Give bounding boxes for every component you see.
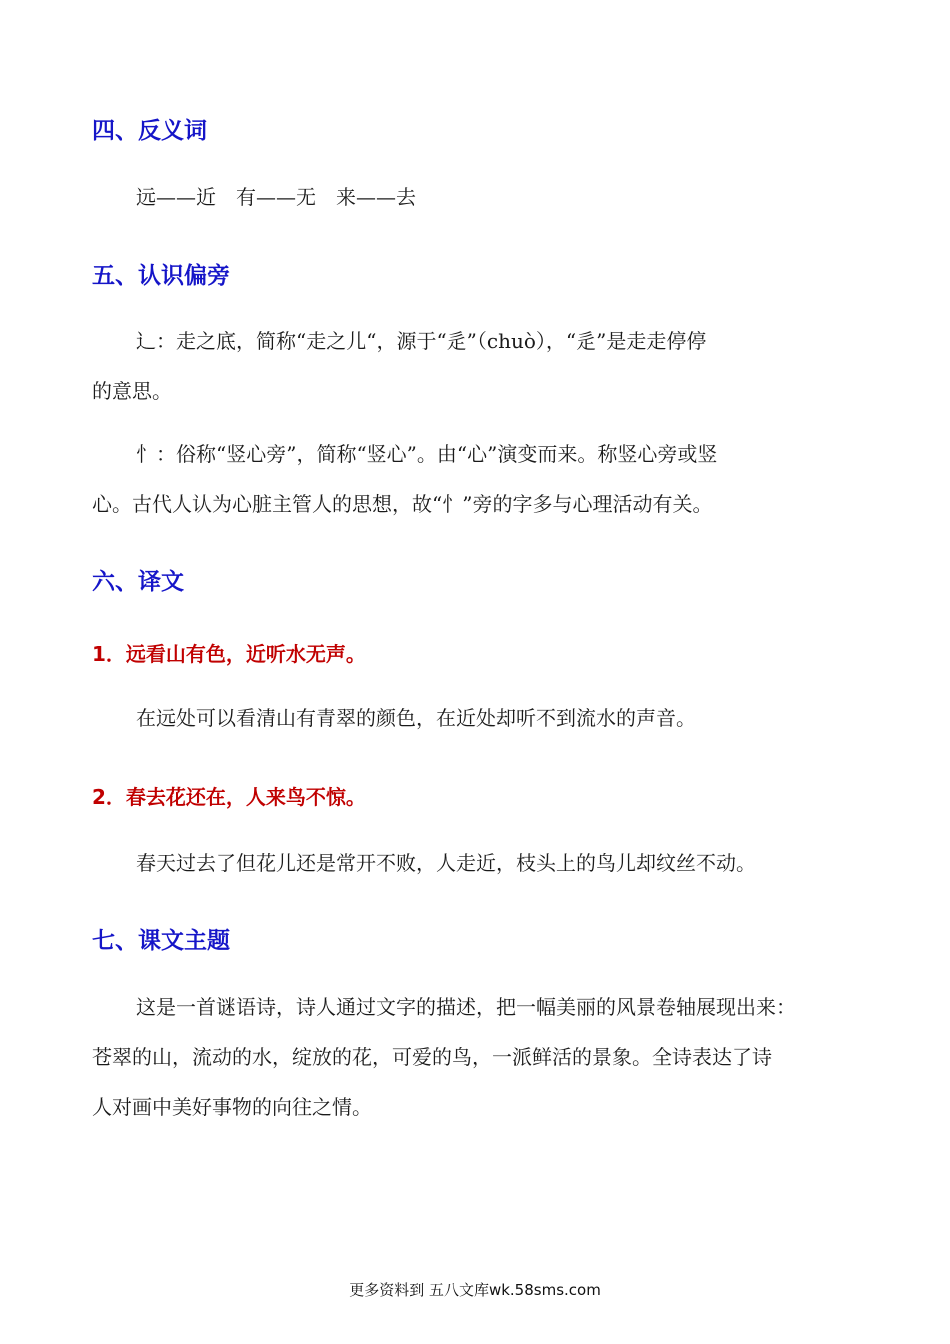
translation-item-1-text: 在远处可以看清山有青翠的颜色，在近处却听不到流水的声音。 xyxy=(136,706,696,730)
radical-paragraph-2-line-2: 心。古代人认为心脏主管人的思想，故“忄”旁的字多与心理活动有关。 xyxy=(92,492,713,516)
translation-item-1-title: 1．远看山有色，近听水无声。 xyxy=(92,642,366,666)
translation-item-2-text: 春天过去了但花儿还是常开不败，人走近，枝头上的鸟儿却纹丝不动。 xyxy=(136,851,756,875)
radical-paragraph-2-line-1: 忄：俗称“竖心旁”，简称“竖心”。由“心”演变而来。称竖心旁或竖 xyxy=(136,442,718,466)
section-heading-radicals: 五、认识偏旁 xyxy=(92,263,230,289)
theme-line-2: 苍翠的山，流动的水，绽放的花，可爱的鸟，一派鲜活的景象。全诗表达了诗 xyxy=(92,1045,772,1069)
section-heading-translation: 六、译文 xyxy=(92,569,184,595)
antonyms-line: 远——近 有——无 来——去 xyxy=(136,185,416,209)
footer-text: 更多资料到 五八文库wk.58sms.com xyxy=(349,1281,601,1299)
section-heading-theme: 七、课文主题 xyxy=(92,928,230,954)
translation-item-2-title: 2．春去花还在，人来鸟不惊。 xyxy=(92,785,366,809)
theme-line-3: 人对画中美好事物的向往之情。 xyxy=(92,1095,372,1119)
radical-paragraph-1-line-2: 的意思。 xyxy=(92,379,172,403)
section-heading-antonyms: 四、反义词 xyxy=(92,118,207,144)
theme-line-1: 这是一首谜语诗，诗人通过文字的描述，把一幅美丽的风景卷轴展现出来： xyxy=(136,995,796,1019)
radical-paragraph-1-line-1: 辶：走之底，简称“走之儿“，源于“辵”（chuò），“辵”是走走停停 xyxy=(136,329,707,353)
